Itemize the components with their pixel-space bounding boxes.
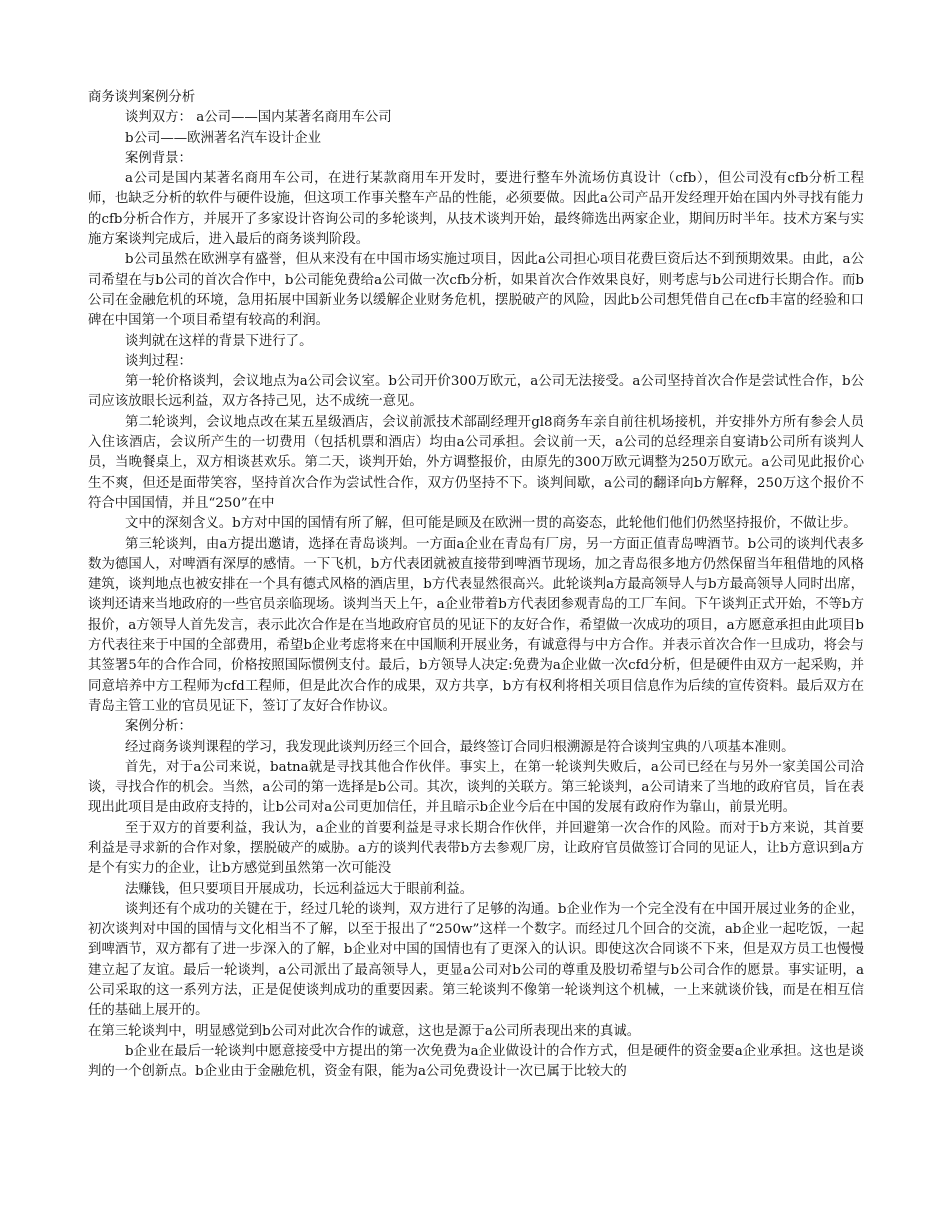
paragraph-3: 谈判就在这样的背景下进行了。 [125,333,313,349]
paragraph-5: 第二轮谈判，会议地点改在某五星级酒店，会议前派技术部副经理开gl8商务车亲自前往机场接机，并安排外方所有参会人员入住该酒店，会议所产生的一切费用（包括机票和酒店）均由a公司承担。会议前一天，a公司的总经理亲自宴请b公司所有谈判人员，当晚餐桌上，双方相谈甚欢乐。第二天，谈判开始，外方调整报价，由原先的300万欧元调整为250万欧元。a公司见此报价心生不爽，但还是面带笑容，坚持首次合作为尝试性合作，双方仍坚持不下。谈判间歇，a公司的翻译向b方解释，250万这个报价不符合中国国情，并且“250”在中 [88,414,864,511]
party-b-line: b公司——欧洲著名汽车设计企业 [125,130,322,146]
parties-line: 谈判双方： a公司——国内某著名商用车公司 [125,110,392,126]
process-heading: 谈判过程： [125,353,192,369]
paragraph-8: 首先，对于a公司来说，batna就是寻找其他合作伙伴。事实上，在第一轮谈判失败后，a公司已经在与另外一家美国公司洽谈，寻找合作的机会。当然，a公司的第一选择是b公司。其次，谈判的关联方。第三轮谈判，a公司请来了当地的政府官员，旨在表现出此项目是由政府支持的，让b公司对a公司更加信任，并且暗示b企业今后在中国的发展有政府作为靠山，前景光明。 [88,759,864,816]
paragraph-7: 经过商务谈判课程的学习，我发现此谈判历经三个回合，最终签订合同归根溯源是符合谈判宝典的八项基本准则。 [125,739,795,755]
paragraph-11: b企业在最后一轮谈判中愿意接受中方提出的第一次免费为a企业做设计的合作方式，但是硬件的资金要a企业承担。这也是谈判的一个创新点。b企业由于金融危机，资金有限，能为a公司免费设计一次已属于比较大的 [88,1043,864,1080]
paragraph-1: a公司是国内某著名商用车公司，在进行某款商用车开发时，要进行整车外流场仿真设计（cfb），但公司没有cfb分析工程师，也缺乏分析的软件与硬件设施，但这项工作事关整车产品的性能，必须要做。因此a公司产品开发经理开始在国内外寻找有能力的cfb分析合作方，并展开了多家设计咨询公司的多轮谈判，从技术谈判开始，最终筛选出两家企业，期间历时半年。技术方案与实施方案谈判完成后，进入最后的商务谈判阶段。 [88,171,864,248]
analysis-heading: 案例分析： [125,719,192,735]
document-title: 商务谈判案例分析 [88,90,196,105]
paragraph-10: 谈判还有个成功的关键在于，经过几轮的谈判，双方进行了足够的沟通。b企业作为一个完全没有在中国开展过业务的企业，初次谈判对中国的国情与文化相当不了解，以至于报出了“250w”这样一个数字。而经过几个回合的交流，ab企业一起吃饭，一起到啤酒节，双方都有了进一步深入的了解，b企业对中国的国情也有了更深入的认识。即使这次合同谈不下来，但是双方员工也慢慢建立起了友谊。最后一轮谈判，a公司派出了最高领导人，更显a公司对b公司的尊重及股切希望与b公司合作的愿景。事实证明，a公司采取的这一系列方法，正是促使谈判成功的重要因素。第三轮谈判不像第一轮谈判这个机械，一上来就谈价钱，而是在相互信任的基础上展开的。 [88,901,864,1019]
paragraph-10-continued: 在第三轮谈判中，明显感觉到b公司对此次合作的诚意，这也是源于a公司所表现出来的真诚。 [88,1023,641,1039]
paragraph-5-continued: 文中的深刻含义。b方对中国的国情有所了解，但可能是顾及在欧洲一贯的高姿态，此轮他们他们仍然坚持报价，不做让步。 [125,516,857,532]
paragraph-4: 第一轮价格谈判，会议地点为a公司会议室。b公司开价300万欧元，a公司无法接受。a公司坚持首次合作是尝试性合作，b公司应该放眼长远利益，双方各持己见，达不成统一意见。 [88,374,864,410]
paragraph-6: 第三轮谈判，由a方提出邀请，选择在青岛谈判。一方面a企业在青岛有厂房，另一方面正值青岛啤酒节。b公司的谈判代表多数为德国人，对啤酒有深厚的感情。一下飞机，b方代表团就被直接带到啤酒节现场，加之青岛很多地方仍然保留当年租借地的风格建筑，谈判地点也被安排在一个具有德式风格的酒店里，b方代表显然很高兴。此轮谈判a方最高领导人与b方最高领导人同时出席，谈判还请来当地政府的一些官员亲临现场。谈判当天上午，a企业带着b方代表团参观青岛的工厂车间。下午谈判正式开始，不等b方报价，a方领导人首先发言，表示此次合作是在当地政府官员的见证下的友好合作，希望做一次成功的项目，a方愿意承担由此项目b方代表往来于中国的全部费用，希望b企业考虑将来在中国顺利开展业务，有诚意得与中方合作。并表示首次合作一旦成功，将会与其签署5年的合作合同，价格按照国际惯例支付。最后，b方领导人决定:免费为a企业做一次cfd分析，但是硬件由双方一起采购，并同意培养中方工程师为cfd工程师，但是此次合作的成果，双方共享，b方有权利将相关项目信息作为后续的宣传资料。最后双方在青岛主管工业的官员见证下，签订了友好合作协议。 [88,536,864,714]
paragraph-9: 至于双方的首要利益，我认为，a企业的首要利益是寻求长期合作伙伴，并回避第一次合作的风险。而对于b方来说，其首要利益是寻求新的合作对象，摆脱破产的威胁。a方的谈判代表带b方去参观厂房，让政府官员做签订合同的见证人，让b方意识到a方是个有实力的企业，让b方感觉到虽然第一次可能没 [88,820,864,877]
background-heading: 案例背景： [125,150,192,166]
paragraph-2: b公司虽然在欧洲享有盛誉，但从来没有在中国市场实施过项目，因此a公司担心项目花费巨资后达不到预期效果。由此，a公司希望在与b公司的首次合作中，b公司能免费给a公司做一次cfb分析，如果首次合作效果良好，则考虑与b公司进行长期合作。而b公司在金融危机的环境，急用拓展中国新业务以缓解企业财务危机，摆脱破产的风险，因此b公司想凭借自己在cfb丰富的经验和口碑在中国第一个项目希望有较高的利润。 [88,252,864,329]
paragraph-9-continued: 法赚钱，但只要项目开展成功，长远利益远大于眼前利益。 [125,881,474,897]
